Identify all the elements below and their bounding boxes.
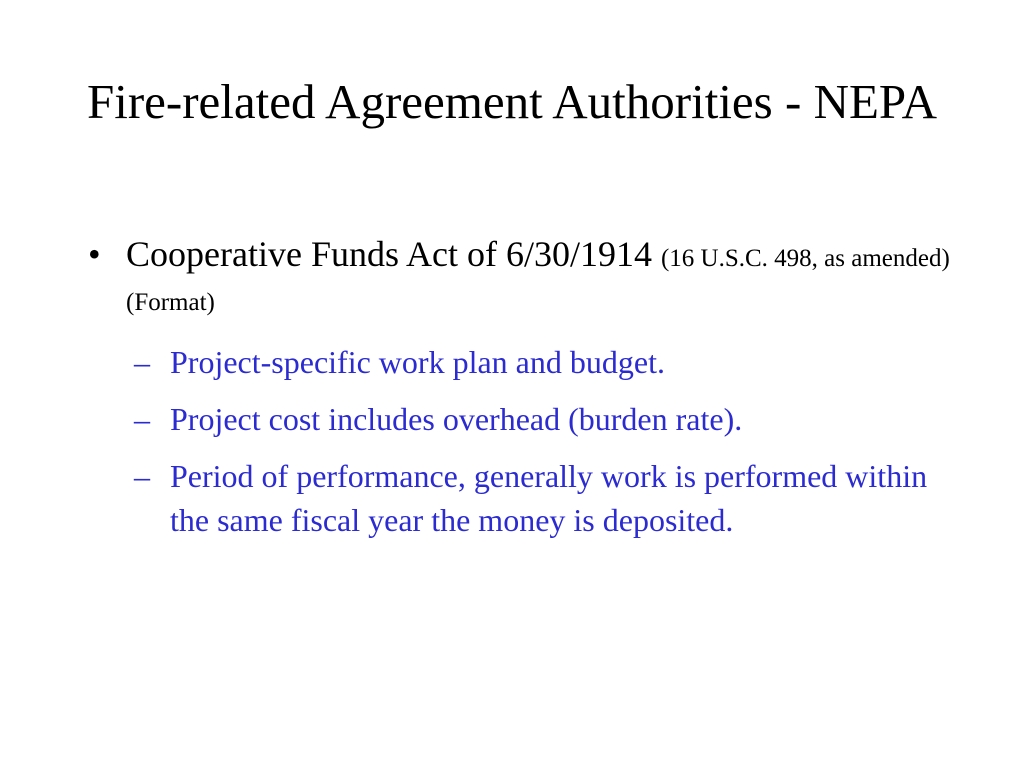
bullet-text: Cooperative Funds Act of 6/30/1914 [126,234,661,274]
sub-bullet-list [126,340,968,542]
bullet-marker: • [88,234,101,274]
sub-bullet-text: Project-specific work plan and budget. [170,344,665,380]
bullet-item [88,232,968,320]
sub-bullet-marker: – [134,401,150,437]
slide-body [88,232,968,555]
slide-title: Fire-related Agreement Authorities - NEPA [86,74,938,129]
bullet-citation: (16 U.S.C. 498, as amended) (Format) [126,245,950,316]
sub-bullet-item [126,454,968,542]
sub-bullet-text: Period of performance, generally work is performed within the same fiscal year the money is deposited. [170,458,928,538]
sub-bullet-item [126,397,968,441]
sub-bullet-marker: – [134,458,150,494]
sub-bullet-text: Project cost includes overhead (burden rate). [170,401,743,437]
sub-bullet-marker: – [134,344,150,380]
sub-bullet-item [126,340,968,384]
